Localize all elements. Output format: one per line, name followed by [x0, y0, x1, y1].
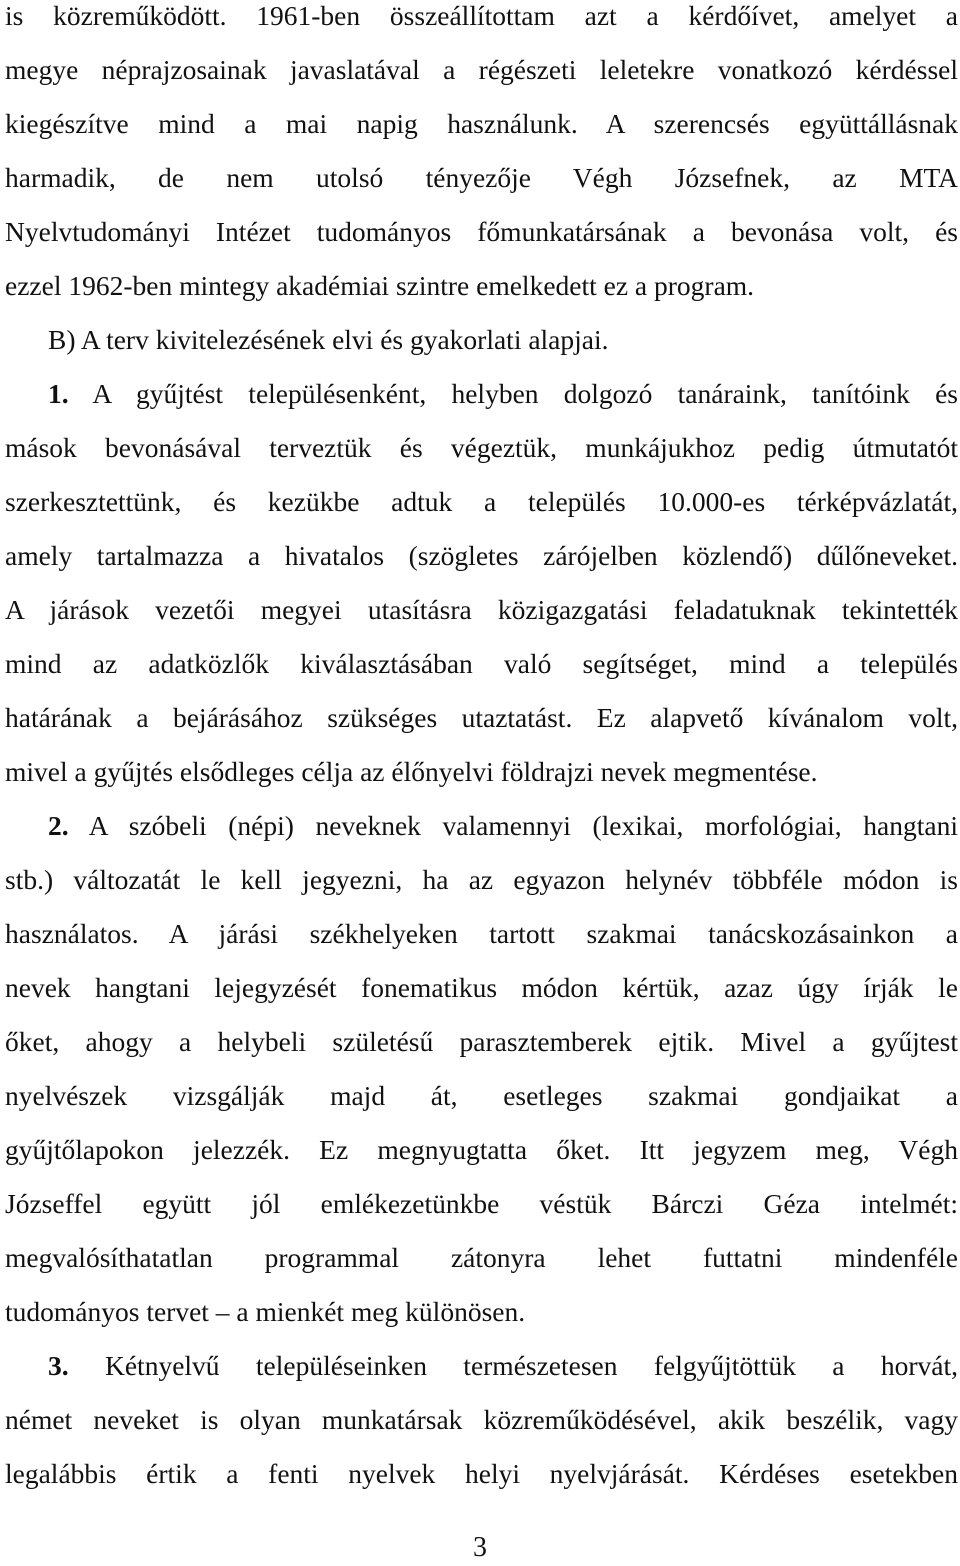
text-line: mivel a gyűjtés elsődleges célja az élőnyelvi földrajzi nevek megmentése. — [5, 756, 818, 787]
numbered-paragraph-start — [5, 810, 958, 864]
text-line: amely tartalmazza a hivatalos (szögletes zárójelben közlendő) dűlőneveket. — [5, 540, 958, 571]
numbered-paragraph-start — [5, 1350, 958, 1404]
text-line: őket, ahogy a helybeli születésű parasztemberek ejtik. Mivel a gyűjtest — [5, 1026, 958, 1057]
text-line: ezzel 1962-ben mintegy akadémiai szintre emelkedett ez a program. — [5, 270, 755, 301]
text-line: használatos. A járási székhelyeken tartott szakmai tanácskozásainkon a — [5, 918, 958, 949]
text-line: megye néprajzosainak javaslatával a régészeti leletekre vonatkozó kérdéssel — [5, 54, 958, 85]
text-line: nevek hangtani lejegyzését fonematikus módon kértük, azaz úgy írják le — [5, 972, 958, 1003]
text-line: Nyelvtudományi Intézet tudományos főmunkatársának a bevonása volt, és — [5, 216, 958, 247]
text-line: A gyűjtést településenként, helyben dolgozó tanáraink, tanítóink és — [92, 378, 959, 409]
text-line: szerkesztettünk, és kezükbe adtuk a település 10.000-es térképvázlatát, — [5, 486, 958, 517]
text-line: határának a bejárásához szükséges utaztatást. Ez alapvető kívánalom volt, — [5, 702, 958, 733]
paragraph-number: 2. — [48, 810, 69, 841]
text-line: legalábbis értik a fenti nyelvek helyi nyelvjárását. Kérdéses esetekben — [5, 1458, 958, 1489]
text-line: mind az adatközlők kiválasztásában való segítséget, mind a település — [5, 648, 958, 679]
text-line: kiegészítve mind a mai napig használunk. A szerencsés együttállásnak — [5, 108, 958, 139]
text-line: A szóbeli (népi) neveknek valamennyi (lexikai, morfológiai, hangtani — [88, 810, 958, 841]
text-line: A járások vezetői megyei utasításra közigazgatási feladatuknak tekintették — [5, 594, 958, 625]
paragraph-number: 3. — [48, 1350, 69, 1381]
text-line: gyűjtőlapokon jelezzék. Ez megnyugtatta őket. Itt jegyzem meg, Végh — [5, 1134, 958, 1165]
text-line: nyelvészek vizsgálják majd át, esetleges szakmai gondjaikat a — [5, 1080, 958, 1111]
text-line: harmadik, de nem utolsó tényezője Végh Józsefnek, az MTA — [5, 162, 958, 193]
paragraph-number: 1. — [48, 378, 69, 409]
text-line: stb.) változatát le kell jegyezni, ha az egyazon helynév többféle módon is — [5, 864, 958, 895]
section-heading: B) A terv kivitelezésének elvi és gyakorlati alapjai. — [48, 324, 609, 355]
numbered-paragraph-start — [5, 378, 958, 432]
text-line: megvalósíthatatlan programmal zátonyra lehet futtatni mindenféle — [5, 1242, 958, 1273]
text-line: Józseffel együtt jól emlékezetünkbe véstük Bárczi Géza intelmét: — [5, 1188, 958, 1219]
text-line: német neveket is olyan munkatársak közreműködésével, akik beszélik, vagy — [5, 1404, 958, 1435]
text-line: is közreműködött. 1961-ben összeállítottam azt a kérdőívet, amelyet a — [5, 0, 958, 31]
text-line: mások bevonásával terveztük és végeztük, munkájukhoz pedig útmutatót — [5, 432, 958, 463]
text-line: tudományos tervet – a mienkét meg különösen. — [5, 1296, 526, 1327]
page-number: 3 — [473, 1532, 487, 1563]
text-line: Kétnyelvű településeinken természetesen felgyűjtöttük a horvát, — [104, 1350, 958, 1381]
